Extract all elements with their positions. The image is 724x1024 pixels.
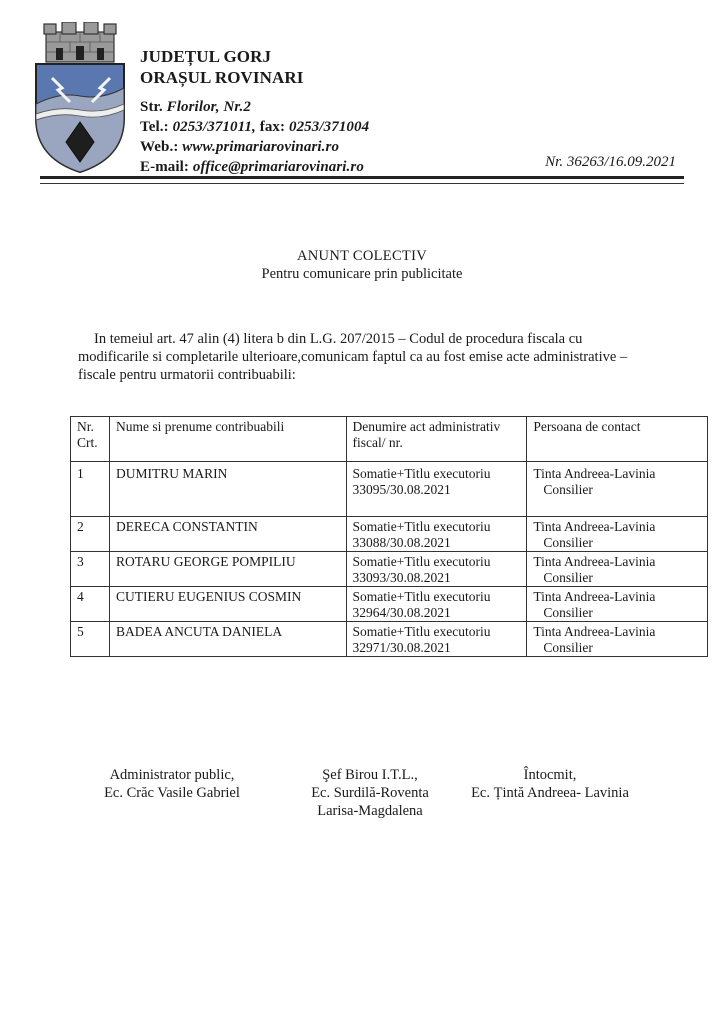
fax-label: fax: xyxy=(259,119,286,135)
row-contact: Tinta Andreea-Lavinia Consilier xyxy=(527,622,708,657)
row-name: DUMITRU MARIN xyxy=(109,462,346,517)
row-nr: 1 xyxy=(71,462,110,517)
table-row xyxy=(71,517,708,552)
row-nr: 4 xyxy=(71,587,110,622)
taxpayers-table xyxy=(70,416,708,657)
row-act: Somatie+Titlu executoriu 32964/30.08.2021 xyxy=(346,587,527,622)
header-name: Nume si prenume contribuabili xyxy=(109,417,346,462)
web-label: Web.: xyxy=(140,139,179,155)
signature-preparer xyxy=(460,766,640,802)
signature-administrator xyxy=(82,766,262,802)
intro-paragraph xyxy=(78,330,658,384)
web-line xyxy=(140,137,369,157)
row-contact: Tinta Andreea-Lavinia Consilier xyxy=(527,587,708,622)
intro-line: In temeiul art. 47 alin (4) litera b din L.G. 207/2015 – Codul de procedura fiscala cu xyxy=(94,331,583,347)
address-line xyxy=(140,97,369,117)
header-divider-thin xyxy=(40,183,684,184)
header-nr: Nr. Crt. xyxy=(71,417,110,462)
header-act: Denumire act administrativ fiscal/ nr. xyxy=(346,417,527,462)
tel-value: 0253/371011, xyxy=(172,119,256,135)
table-header-row xyxy=(71,417,708,462)
web-value: www.primariarovinari.ro xyxy=(182,139,340,155)
document-title: ANUNT COLECTIV xyxy=(297,248,427,264)
table-row xyxy=(71,462,708,517)
table-row xyxy=(71,552,708,587)
phone-line xyxy=(140,117,369,137)
signature-role: Şef Birou I.T.L., xyxy=(322,767,418,783)
intro-line: modificarile si completarile ulterioare,comunicam faptul ca au fost emise acte administrative – xyxy=(78,349,628,365)
row-act: Somatie+Titlu executoriu 33095/30.08.2021 xyxy=(346,462,527,517)
row-nr: 5 xyxy=(71,622,110,657)
county-name: JUDEȚUL GORJ xyxy=(140,47,272,66)
signature-name: Ec. Crăc Vasile Gabriel xyxy=(104,785,240,801)
table-row xyxy=(71,587,708,622)
signature-role: Întocmit, xyxy=(523,767,577,783)
institution-header xyxy=(140,46,369,177)
tel-label: Tel.: xyxy=(140,119,169,135)
row-act: Somatie+Titlu executoriu 32971/30.08.2021 xyxy=(346,622,527,657)
row-nr: 3 xyxy=(71,552,110,587)
registration-number: Nr. 36263/16.09.2021 xyxy=(545,154,676,170)
signature-office-head xyxy=(290,766,450,820)
address-value: Florilor, Nr.2 xyxy=(166,99,251,115)
row-name: CUTIERU EUGENIUS COSMIN xyxy=(109,587,346,622)
row-name: ROTARU GEORGE POMPILIU xyxy=(109,552,346,587)
row-act: Somatie+Titlu executoriu 33088/30.08.2021 xyxy=(346,517,527,552)
row-name: BADEA ANCUTA DANIELA xyxy=(109,622,346,657)
header-divider-thick xyxy=(40,176,684,179)
signature-role: Administrator public, xyxy=(109,767,235,783)
row-contact: Tinta Andreea-Lavinia Consilier xyxy=(527,517,708,552)
coat-of-arms-icon xyxy=(30,22,130,174)
signature-name-cont: Larisa-Magdalena xyxy=(317,803,423,819)
row-nr: 2 xyxy=(71,517,110,552)
header-contact: Persoana de contact xyxy=(527,417,708,462)
intro-line: fiscale pentru urmatorii contribuabili: xyxy=(78,367,296,383)
signature-name: Ec. Țintă Andreea- Lavinia xyxy=(471,785,629,801)
email-value: office@primariarovinari.ro xyxy=(192,159,364,175)
row-name: DERECA CONSTANTIN xyxy=(109,517,346,552)
address-label: Str. xyxy=(140,99,163,115)
town-name: ORAȘUL ROVINARI xyxy=(140,68,304,87)
email-line xyxy=(140,157,369,177)
fax-value: 0253/371004 xyxy=(288,119,370,135)
signature-name: Ec. Surdilă-Roventa xyxy=(311,785,429,801)
table-row xyxy=(71,622,708,657)
row-contact: Tinta Andreea-Lavinia Consilier xyxy=(527,552,708,587)
row-contact: Tinta Andreea-Lavinia Consilier xyxy=(527,462,708,517)
row-act: Somatie+Titlu executoriu 33093/30.08.2021 xyxy=(346,552,527,587)
email-label: E-mail: xyxy=(140,159,190,175)
document-subtitle: Pentru comunicare prin publicitate xyxy=(261,266,463,282)
